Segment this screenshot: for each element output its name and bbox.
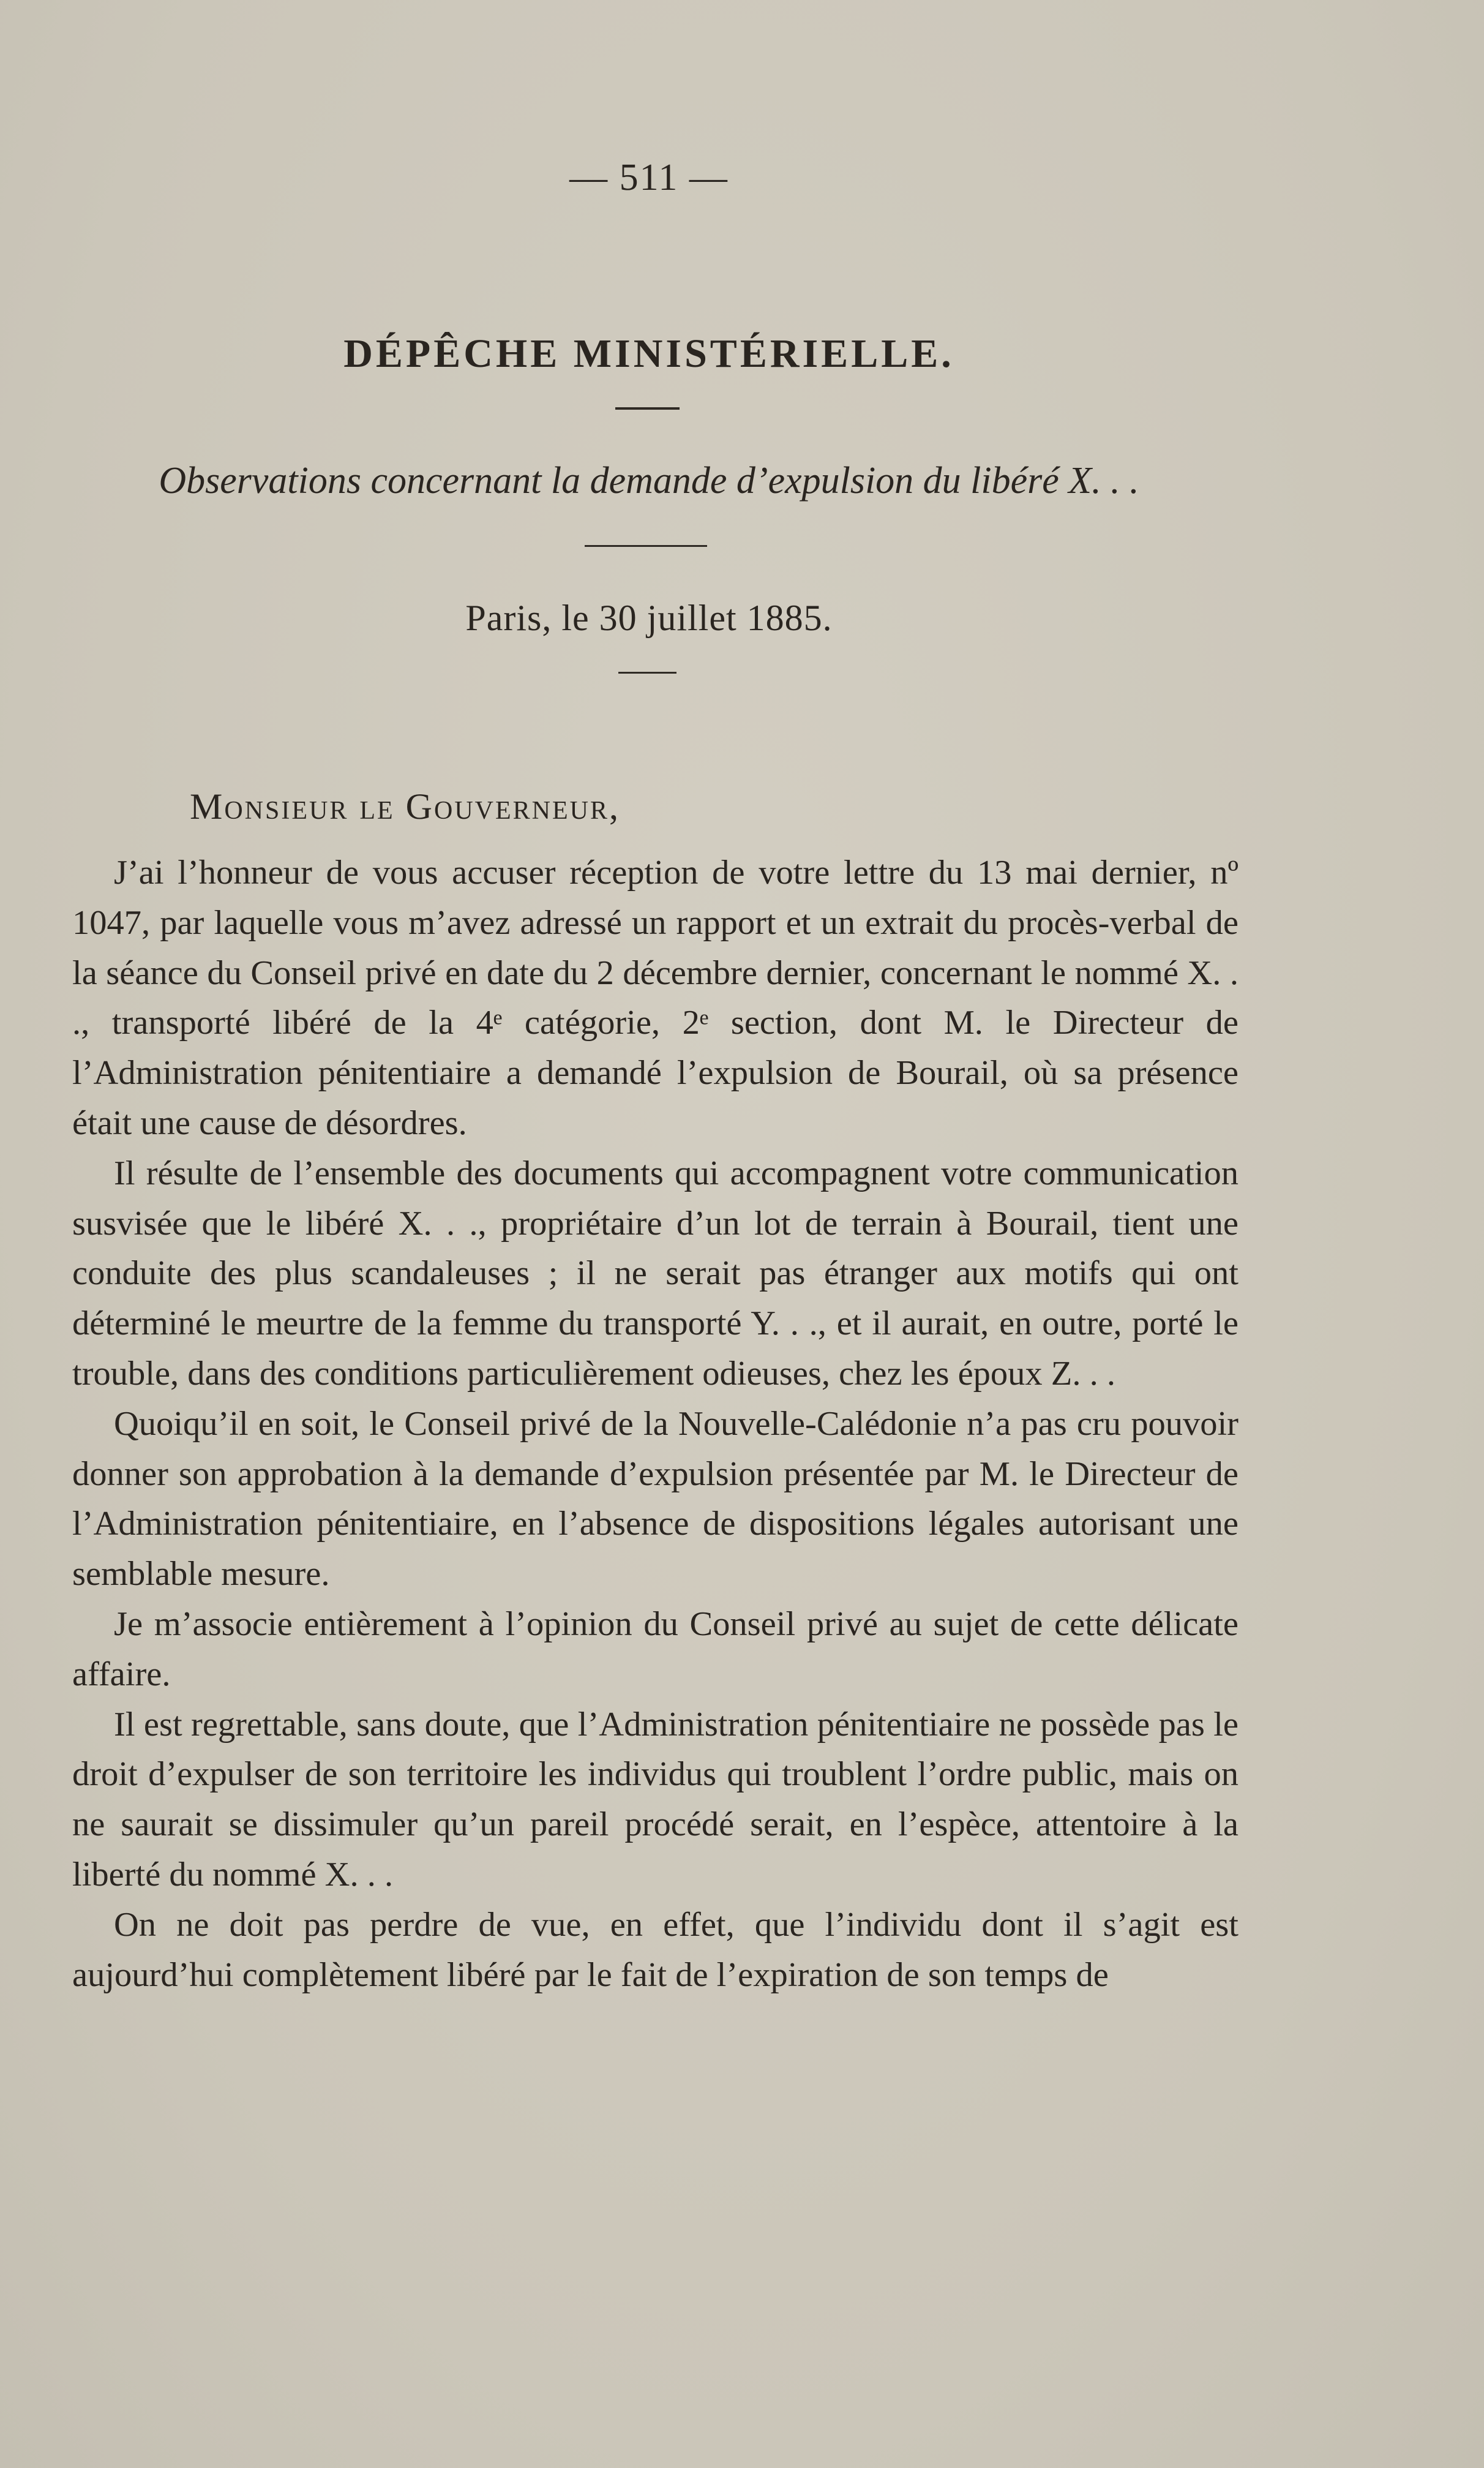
dateline: Paris, le 30 juillet 1885. [465, 598, 833, 638]
paragraph: Quoiqu’il en soit, le Conseil privé de la Nouvelle-Calédonie n’a pas cru pouvoir donner son approbation à la demande d’expulsion présentée par M. le Directeur de l’Administration pénitentiaire, en l’absence de dispositions légales autorisant une semblable mesure. [72, 1404, 1239, 1593]
heading-rule [615, 407, 680, 410]
paragraph: J’ai l’honneur de vous accuser réception de votre lettre du 13 mai dernier, nº 1047, par laquelle vous m’avez adressé un rapport et un extrait du procès-verbal de la séance du Conseil privé en date du 2 décembre dernier, concernant le nommé X. . ., transporté libéré de la 4ᵉ catégorie, 2ᵉ section, dont M. le Directeur de l’Administration pénitentiaire a demandé l’expulsion de Bourail, où sa présence était une cause de désordres. [72, 854, 1239, 1142]
letter-body [72, 848, 1239, 2000]
page-number: — 511 — [569, 157, 729, 198]
paragraph: Il résulte de l’ensemble des documents qui accompagnent votre communication susvisée que le libéré X. . ., propriétaire d’un lot de terrain à Bourail, tient une conduite des plus scandaleuses ; il ne serait pas étranger aux motifs qui ont déterminé le meurtre de la femme du transporté Y. . ., et il aurait, en outre, porté le trouble, dans des conditions particulièrement odieuses, chez les époux Z. . . [72, 1154, 1239, 1393]
dateline-rule [618, 672, 676, 674]
paragraph: On ne doit pas perdre de vue, en effet, que l’individu dont il s’agit est aujourd’hui complètement libéré par le fait de l’expiration de son temps de [72, 1905, 1239, 1994]
paragraph: Je m’associe entièrement à l’opinion du Conseil privé au sujet de cette délicate affaire. [72, 1605, 1239, 1693]
subtitle-rule [585, 545, 707, 547]
paragraph: Il est regrettable, sans doute, que l’Administration pénitentiaire ne possède pas le droit d’expulser de son territoire les individus qui troublent l’ordre public, mais on ne saurait se dissimuler qu’un pareil procédé serait, en l’espèce, attentoire à la liberté du nommé X. . . [72, 1705, 1239, 1894]
document-heading: DÉPÊCHE MINISTÉRIELLE. [343, 331, 954, 376]
salutation: Monsieur le Gouverneur, [190, 786, 620, 827]
document-subtitle: Observations concernant la demande d’expulsion du libéré X. . . [159, 460, 1139, 502]
